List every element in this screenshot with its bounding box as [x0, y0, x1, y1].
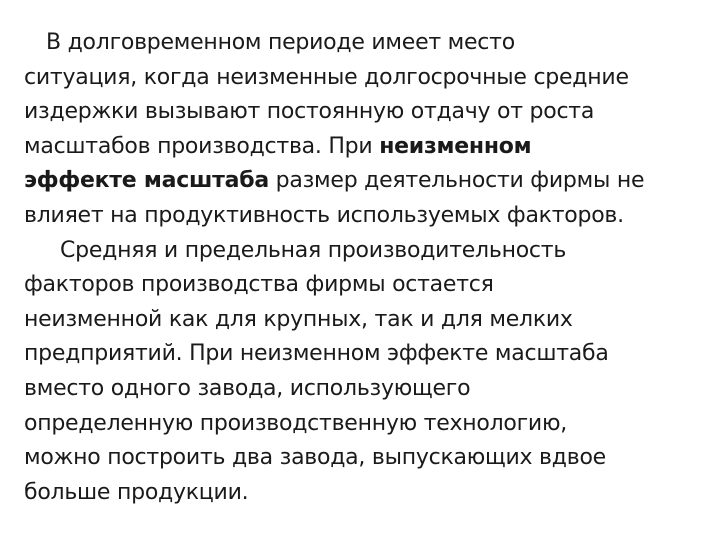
text-line — [24, 26, 704, 61]
text-segment: издержки вызывают постоянную отдачу от роста — [24, 99, 595, 125]
text-segment: факторов производства фирмы остается — [24, 272, 494, 298]
text-line — [24, 476, 704, 511]
bold-term: эффекте масштаба — [24, 168, 269, 194]
text-line — [24, 95, 704, 130]
text-line — [24, 407, 704, 442]
text-segment: больше продукции. — [24, 479, 249, 505]
paragraph-2 — [24, 234, 704, 511]
text-segment: размер деятельности фирмы не — [268, 168, 645, 194]
text-line — [24, 164, 704, 199]
text-line — [24, 199, 704, 234]
text-segment: ситуация, когда неизменные долгосрочные средние — [24, 64, 629, 90]
text-segment: определенную производственную технологию, — [24, 410, 567, 436]
text-segment: можно построить два завода, выпускающих вдвое — [24, 445, 606, 471]
text-line — [24, 372, 704, 407]
text-line — [24, 268, 704, 303]
text-line — [24, 441, 704, 476]
text-line — [24, 337, 704, 372]
text-segment: Средняя и предельная производительность — [60, 237, 567, 263]
text-segment: предприятий. При неизменном эффекте масштаба — [24, 341, 609, 367]
paragraph-1 — [24, 26, 704, 234]
text-segment: вместо одного завода, использующего — [24, 375, 471, 401]
slide-text-body — [24, 26, 704, 510]
text-segment: В долговременном периоде имеет место — [46, 30, 515, 55]
text-segment: масштабов производства. При — [24, 133, 380, 159]
text-line — [24, 303, 704, 338]
text-segment: неизменной как для крупных, так и для мелких — [24, 306, 573, 332]
text-line — [24, 61, 704, 96]
bold-term: неизменном — [379, 133, 532, 159]
text-line — [24, 130, 704, 165]
text-line — [24, 234, 704, 269]
text-segment: влияет на продуктивность используемых факторов. — [24, 202, 624, 228]
